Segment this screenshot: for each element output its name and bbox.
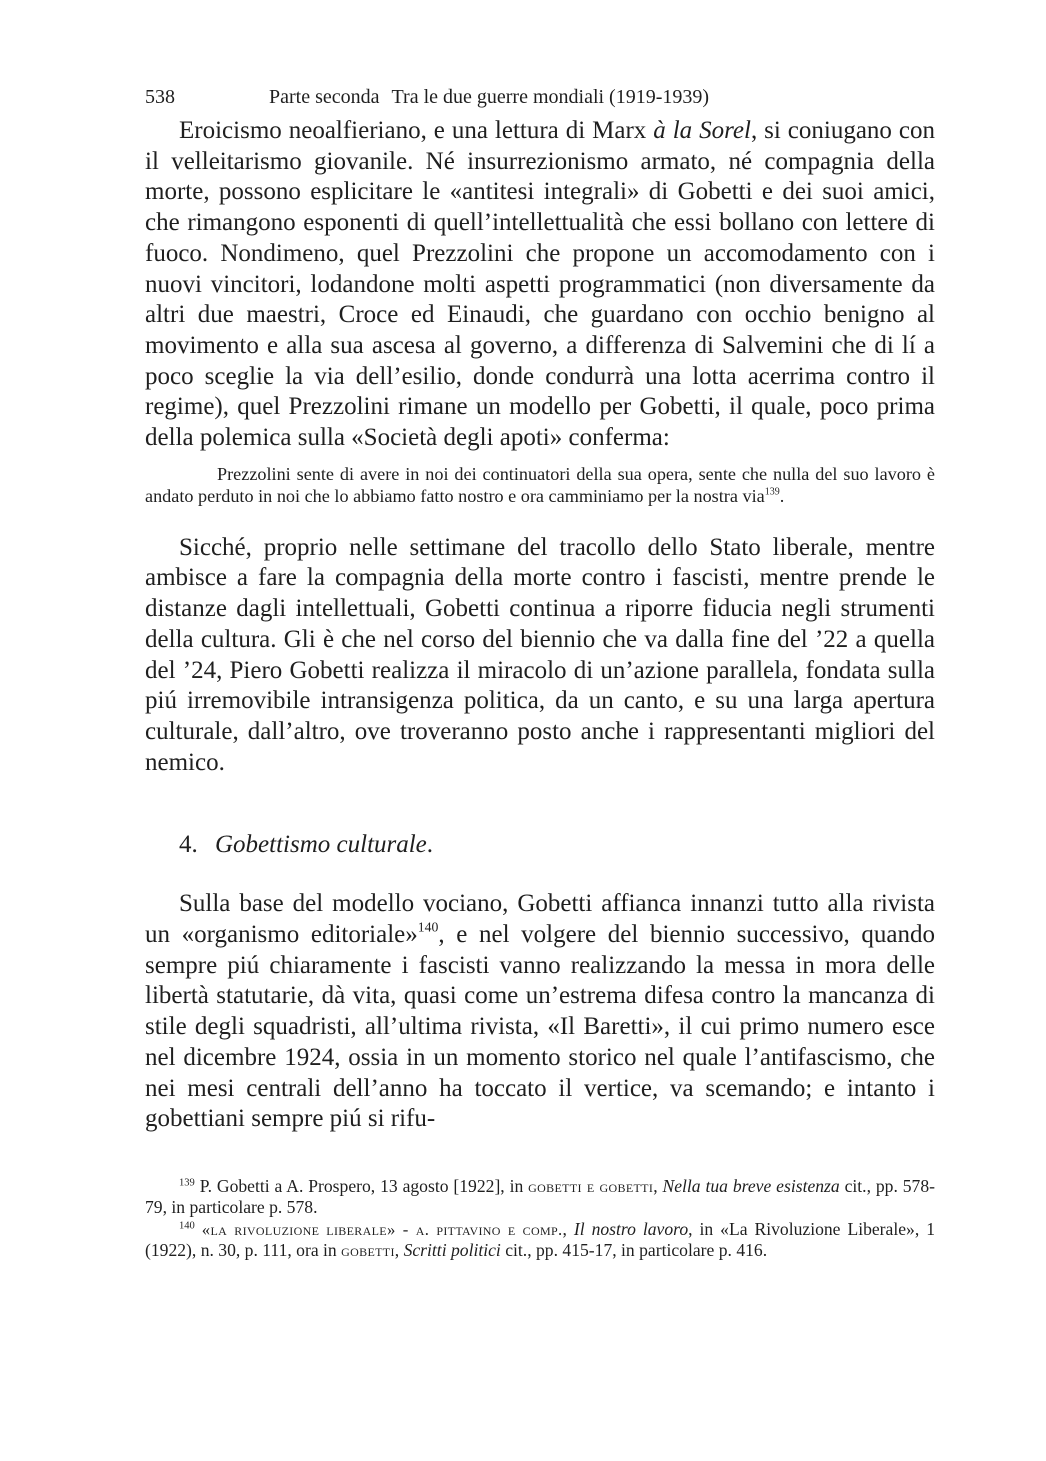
section-title-end: . <box>426 831 434 859</box>
footnote-text: , <box>653 1175 663 1196</box>
part-label: Parte seconda <box>269 86 380 108</box>
footnotes <box>145 1176 935 1262</box>
footnote-number: 140 <box>179 1220 195 1232</box>
running-head <box>145 84 935 112</box>
footnote-ref-140[interactable]: 140 <box>417 919 439 935</box>
footnote-author: gobetti <box>341 1241 395 1261</box>
footnote-140 <box>145 1219 935 1262</box>
paragraph-3-text-a: Sulla base del modello vociano, Gobetti affianca innanzi tutto alla rivista un «organismo editoriale» <box>145 890 935 949</box>
section-title: Gobettismo culturale <box>215 831 427 859</box>
footnote-text: cit., pp. 578-79, in particolare p. 578. <box>145 1175 936 1218</box>
block-quote-end: . <box>779 486 785 507</box>
section-number: 4. <box>179 831 198 859</box>
paragraph-2-text: Sicché, proprio nelle settimane del tracollo dello Stato liberale, mentre ambisce a fare la compagnia della morte contro i fascisti, mentre prende le distanze dagli intellettuali, Gobetti continua a riporre fiducia negli strumenti della cultura. Gli è che nel corso del biennio che va dalla fine del ’22 a quella del ’24, Piero Gobetti realizza il miracolo di un’azione parallela, fondata sulla piú irremovibile intransigenza politica, da un canto, e su una larga apertura culturale, dall’altro, ove troveranno posto anche i rappresentanti migliori del nemico. <box>145 533 935 776</box>
footnote-work-title: Il nostro lavoro <box>573 1218 689 1239</box>
paragraph-1-text-b: , si coniugano con il velleitarismo giovanile. Né insurrezionismo armato, né compagnia della morte, possono esplicitare le «antitesi integrali» di Gobetti e dei suoi amici, che rimangono esponenti di quell’intellettualità che essi bollano con lettere di fuoco. Nondimeno, quel Prezzolini che propone un accomodamento con i nuovi vincitori, lodandone molti aspetti programmatici (non diversamente da altri due maestri, Croce ed Einaudi, che guardano con occhio benigno al movimento e alla sua ascesa al governo, a differenza di Salvemini che di lí a poco sceglie la via dell’esilio, donde condurrà una lotta acerrima contro il regime), quel Prezzolini rimane un modello per Gobetti, il quale, poco prima della polemica sulla «Società degli apoti» conferma: <box>145 117 935 452</box>
footnote-ref-139[interactable]: 139 <box>764 486 780 498</box>
footnote-text: cit., pp. 415-17, in particolare p. 416. <box>500 1240 768 1261</box>
paragraph-2 <box>145 533 935 779</box>
section-heading <box>145 830 935 860</box>
footnote-author: gobetti e gobetti <box>528 1176 654 1196</box>
footnote-number: 139 <box>179 1177 195 1189</box>
footnote-139 <box>145 1176 935 1219</box>
page <box>145 84 935 1262</box>
footnote-work-title: Scritti politici <box>403 1240 501 1261</box>
block-quote-text: Prezzolini sente di avere in noi dei continuatori della sua opera, sente che nulla del suo lavoro è andato perduto in noi che lo abbiamo fatto nostro e ora camminiamo per la nostra via <box>145 463 935 507</box>
footnote-text: , <box>562 1218 574 1239</box>
chapter-title: Tra le due guerre mondiali (1919-1939) <box>391 86 710 108</box>
paragraph-3 <box>145 889 935 1135</box>
page-number: 538 <box>145 86 175 108</box>
footnote-author: «la rivoluzione liberale» - a. pittavino e comp. <box>201 1219 563 1239</box>
footnote-text: , in «La Rivoluzione Liberale», 1 (1922), n. 30, p. 111, ora in <box>145 1218 936 1261</box>
paragraph-1-italic: à la Sorel <box>653 117 751 144</box>
footnote-text: , <box>394 1240 404 1261</box>
footnote-work-title: Nella tua breve esistenza <box>662 1175 840 1196</box>
block-quote <box>145 463 935 508</box>
paragraph-1 <box>145 116 935 454</box>
footnote-text: P. Gobetti a A. Prospero, 13 agosto [1922], in <box>199 1175 529 1196</box>
paragraph-1-text-a: Eroicismo neoalfieriano, e una lettura di Marx <box>179 117 654 144</box>
paragraph-3-text-b: , e nel volgere del biennio successivo, quando sempre piú chiaramente i fascisti vanno realizzando la messa in mora delle libertà statutarie, dà vita, quasi come un’estrema difesa contro la mancanza di stile degli squadristi, all’ultima rivista, «Il Baretti», il cui primo numero esce nel dicembre 1924, ossia in un momento storico nel quale l’antifascismo, che nei mesi centrali dell’anno ha toccato il vertice, va scemando; e intanto i gobettiani sempre piú si rifu- <box>145 921 935 1133</box>
